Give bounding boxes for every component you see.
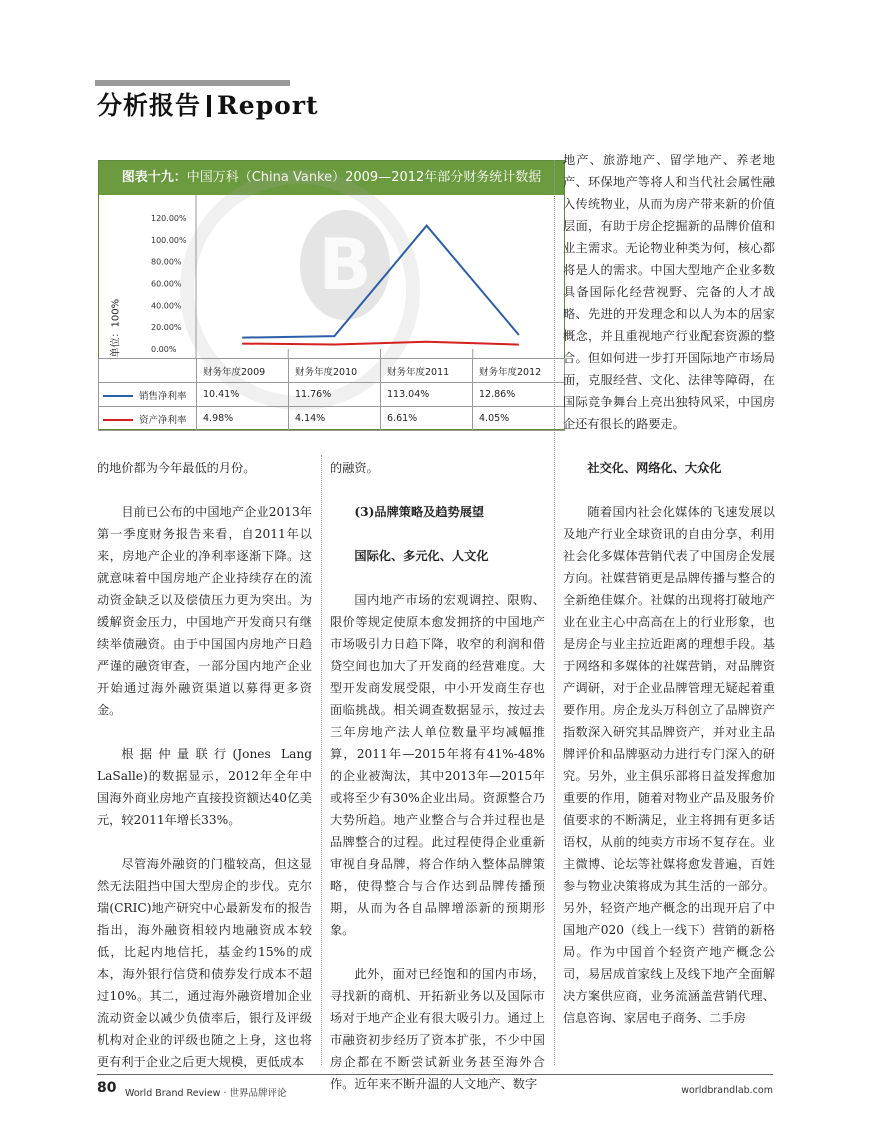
legend-roa [99,407,197,431]
paragraph: 目前已公布的中国地产企业2013年第一季度财务报告来看，自2011年以来，房地产企业的净利率逐渐下降。这就意味着中国房地产企业持续存在的流动资金缺乏以及偿债压力更为突出。为缓解资金压力，中国地产开发商只有继续举债融资。由于中国国内房地产日趋严谨的融资审查，一部分国内地产企业开始通过海外融资渠道以募得更多资金。 [97,505,312,717]
table-cell: 6.61% [381,407,473,431]
y-tick-label: 80.00% [151,257,182,267]
legend-net-margin [99,383,197,407]
table-header-row [99,359,565,383]
footer-rule [97,1074,773,1075]
table-cell: 12.86% [473,383,565,407]
page-number: 80 [97,1080,117,1096]
section-header [97,86,319,122]
text-column-2 [330,457,545,1117]
section-title-en: Report [217,91,319,120]
subsection-heading: 国际化、多元化、人文化 [354,549,489,563]
text-column-3 [563,149,775,1051]
line-chart [98,195,565,358]
paragraph: 此外，面对已经饱和的国内市场，寻找新的商机、开拓新业务以及国际市场对于地产企业有很大吸引力。通过上市融资初步经历了资本扩张，不少中国房企都在不断尝试新业务甚至海外合作。近年来不断升温的人文地产、数字 [330,967,545,1091]
footer-publication: World Brand Review · 世界品牌评论 [125,1088,287,1099]
y-tick-label: 100.00% [151,235,187,245]
table-cell: 11.76% [289,383,381,407]
footer-website: worldbrandlab.com [681,1085,773,1096]
y-tick-label: 0.00% [151,345,177,354]
legend-label: 资产净利率 [139,414,187,426]
legend-line-red [103,419,133,421]
column-divider [321,455,322,1065]
table-row [99,383,565,407]
text-column-1 [97,457,312,1095]
data-table [98,358,565,431]
paragraph: 地产、旅游地产、留学地产、养老地产、环保地产等将人和当代社会属性融入传统物业，从而为房产带来新的价值层面，有助于房企挖掘新的品牌价值和业主需求。无论物业种类为何，核心都将是人的需求。中国大型地产企业多数具备国际化经营视野、完备的人才战略、先进的开发理念和以人为本的居家概念，并且重视地产行业配套资源的整合。但如何进一步打开国际地产市场局面，克服经营、文化、法律等障碍，在国际竞争舞台上亮出独特风采，中国房企还有很长的路要走。 [563,153,775,431]
table-cell: 113.04% [381,383,473,407]
series-line-roa [242,342,519,345]
y-tick-label: 120.00% [151,214,187,223]
watermark-logo: B [300,210,390,320]
figure-title-prefix: 图表十九： [121,170,187,185]
section-heading: (3)品牌策略及趋势展望 [354,505,485,519]
figure-title-text: 中国万科（China Vanke）2009—2012年部分财务统计数据 [186,170,542,185]
paragraph: 随着国内社会化媒体的飞速发展以及地产行业全球资讯的自由分享，利用社会化多媒体营销代表了中国房企发展方向。社媒营销更是品牌传播与整合的全新绝佳媒介。社媒的出现将打破地产业在业主心中高高在上的行业形象，也是房企与业主拉近距离的理想手段。基于网络和多媒体的社媒营销，对品牌资产调研，对于企业品牌管理无疑起着重要作用。房企龙头万科创立了品牌资产指数深入研究其品牌资产，并对业主品牌评价和品牌驱动力进行专门深入的研究。另外，业主俱乐部将日益发挥愈加重要的作用，随着对物业产品及服务价值要求的不断满足，业主将拥有更多话语权，从前的纯卖方市场不复存在。业主微博、论坛等社媒将愈发普遍，百姓参与物业决策将成为其生活的一部分。另外，轻资产地产概念的出现开启了中国地产020（线上一线下）营销的新格局。作为中国首个轻资产地产概念公司，易居成首家线上及线下地产全面解决方案供应商，业务流涵盖营销代理、信息咨询、家居电子商务、二手房 [563,505,775,1025]
section-title-cn: 分析报告 [97,91,202,120]
table-cell: 4.05% [473,407,565,431]
paragraph: 尽管海外融资的门槛较高，但这显然无法阻挡中国大型房企的步伐。克尔瑞(CRIC)地产研究中心最新发布的报告指出，海外融资相较内地融资成本较低，比起内地信托，基金约15%的成本，海外银行信贷和债券发行成本不超过10%。其二，通过海外融资增加企业流动资金以减少负债率后，银行及评级机构对企业的评级也随之上身，这也将更有利于企业之后更大规模，更低成本 [97,857,312,1069]
legend-line-blue [103,395,133,397]
y-tick-label: 40.00% [151,301,182,311]
title-separator [207,95,211,117]
table-row [99,407,565,431]
paragraph: 的地价都为今年最低的月份。 [97,461,256,475]
series-line-net-margin [242,226,519,338]
table-header-cell: 财务年度2009 [197,359,289,383]
y-tick-label: 60.00% [151,279,182,289]
paragraph: 的融资。 [330,461,379,475]
column-divider [554,160,555,1065]
paragraph: 国内地产市场的宏观调控、限购、限价等规定使原本愈发拥挤的中国地产市场吸引力日趋下降，收窄的利润和借贷空间也加大了开发商的经营难度。大型开发商发展受限，中小开发商生存也面临挑战。相关调查数据显示，按过去三年房地产法人单位数量平均减幅推算，2011年—2015年将有41%-48%的企业被淘汰，其中2013年—2015年或将至少有30%企业出局。资源整合乃大势所趋。地产业整合与合并过程也是品牌整合的过程。此过程使得企业重新审视自身品牌，将合作纳入整体品牌策略，使得整合与合作达到品牌传播预期，从而为各自品牌增添新的预期形象。 [330,593,545,937]
legend-label: 销售净利率 [139,390,187,402]
y-axis-label-text: 单位：100% [110,298,122,358]
y-tick-label: 20.00% [151,323,182,333]
table-header-cell: 财务年度2010 [289,359,381,383]
table-cell: 4.98% [197,407,289,431]
table-corner [99,359,197,383]
paragraph: 根据仲量联行(Jones Lang LaSalle)的数据显示，2012年全年中国海外商业房地产直接投资额达40亿美元，较2011年增长33%。 [97,747,312,827]
table-cell: 4.14% [289,407,381,431]
table-cell: 10.41% [197,383,289,407]
subsection-heading: 社交化、网络化、大众化 [587,461,722,475]
table-header-cell: 财务年度2012 [473,359,565,383]
table-header-cell: 财务年度2011 [381,359,473,383]
